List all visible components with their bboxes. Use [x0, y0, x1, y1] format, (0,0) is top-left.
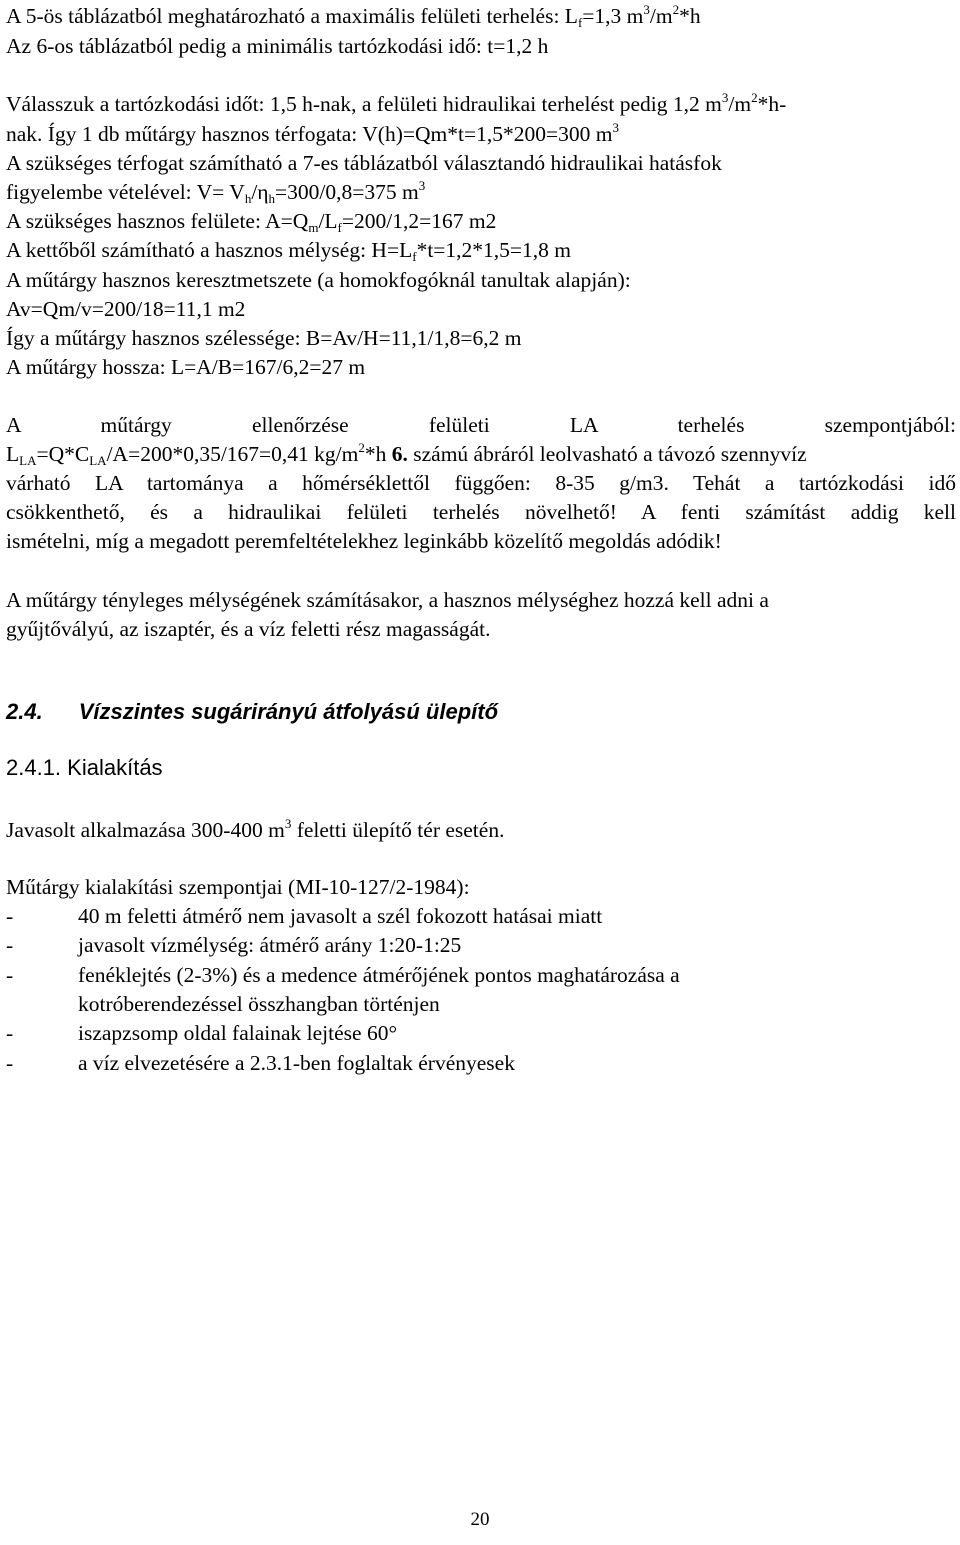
text-line-volume: nak. Így 1 db műtárgy hasznos térfogata: V(h)=Qm*t=1,5*200=300 $m^3$: [6, 120, 619, 146]
text-line-av: Av=Qm/v=200/18=11,1 m2: [6, 297, 246, 321]
text-line-surface: A szükséges hasznos felülete: $A=Q_m/L_f=200/1,2=167$ m2: [6, 209, 497, 235]
list-item: [6, 961, 956, 990]
text-line-reduce: csökkenthető, és a hidraulikai felületi terhelés növelhető! A fenti számítást addig kell: [6, 500, 956, 524]
list-dash: -: [6, 1021, 14, 1046]
subsection-title: Kialakítás: [67, 755, 163, 780]
list-dash: -: [6, 962, 14, 987]
list-item: [6, 1049, 956, 1078]
list-item: [6, 1019, 956, 1048]
criteria-heading: Műtárgy kialakítási szempontjai (MI-10-127/2-1984):: [6, 875, 470, 899]
text-line-la-check: A műtárgy ellenőrzése felületi LA terhelés szempontjából:: [6, 413, 956, 437]
section-number: 2.4.: [6, 699, 43, 724]
list-item-text: iszapzsomp oldal falainak lejtése 60°: [78, 1021, 398, 1046]
list-item: [6, 931, 956, 960]
list-item-text: a víz elvezetésére a 2.3.1-ben foglaltak érvényesek: [78, 1050, 515, 1075]
list-item-text: kotróberendezéssel összhangban történjen: [78, 991, 440, 1016]
text-line-actual-depth-2: gyűjtővályú, az iszaptér, és a víz feletti rész magasságát.: [6, 617, 491, 641]
list-dash: -: [6, 904, 14, 928]
section-heading: [6, 697, 498, 727]
text-line-cross-section: A műtárgy hasznos keresztmetszete (a homokfogóknál tanultak alapján):: [6, 268, 631, 292]
text-line-repeat: ismételni, míg a megadott peremfeltételekhez leginkább közelítő megoldás adódik!: [6, 529, 722, 553]
list-dash: -: [6, 933, 14, 958]
list-item: [6, 990, 956, 1019]
text-line-max-load: A 5-ös táblázatból meghatározható a maximális felületi terhelés: $L_f=1,3$ $m^3/m^2*h$: [6, 2, 701, 30]
text-line-usage: Javasolt alkalmazása 300-400 $m^3$ feletti ülepítő tér esetén.: [6, 816, 505, 842]
list-item-text: javasolt vízmélység: átmérő arány 1:20-1:25: [78, 933, 462, 958]
text-line-required-volume: A szükséges térfogat számítható a 7-es táblázatból választandó hidraulikai hatásfok: [6, 151, 722, 175]
subsection-number: 2.4.1.: [6, 755, 62, 780]
text-line-la-load: $L_{LA}=Q*C_{LA}/A=200*0,35/167=0,41$ $kg/m^2*h$ 6. számú ábráról leolvasható a távozó szennyvíz: [6, 440, 807, 468]
criteria-list: [6, 902, 956, 1082]
subsection-heading: [6, 753, 163, 783]
page-number: 20: [470, 1509, 490, 1530]
list-dash: -: [6, 1050, 14, 1075]
text-line-choice: Válasszuk a tartózkodási időt: 1,5 h-nak, a felületi hidraulikai terhelést pedig 1,2 $m^3/m^2*h-$: [6, 90, 787, 116]
text-line-length: A műtárgy hossza: L=A/B=167/6,2=27 m: [6, 355, 366, 379]
text-line-min-time: Az 6-os táblázatból pedig a minimális tartózkodási idő: t=1,2 h: [6, 34, 549, 58]
list-item-text: fenéklejtés (2-3%) és a medence átmérőjének pontos maghatározása a: [78, 962, 680, 987]
text-line-depth: A kettőből számítható a hasznos mélység: $H=L_f*t=1,2*1,5=1,8$ m: [6, 238, 572, 264]
list-item: [6, 902, 956, 931]
text-line-width: Így a műtárgy hasznos szélessége: B=Av/H=11,1/1,8=6,2 m: [6, 326, 522, 350]
text-line-actual-depth: A műtárgy tényleges mélységének számításakor, a hasznos mélységhez hozzá kell adni a: [6, 588, 769, 612]
section-title: Vízszintes sugárirányú átfolyású ülepítő: [78, 699, 499, 724]
text-line-la-range: várható LA tartománya a hőmérséklettől függően: 8-35 g/m3. Tehát a tartózkodási idő: [6, 471, 956, 495]
list-item-text: 40 m feletti átmérő nem javasolt a szél fokozott hatásai miatt: [78, 904, 603, 928]
text-line-efficiency: figyelembe vételével: $V= V_h/\eta_h=300/0,8=375$ $m^3$: [6, 178, 426, 206]
